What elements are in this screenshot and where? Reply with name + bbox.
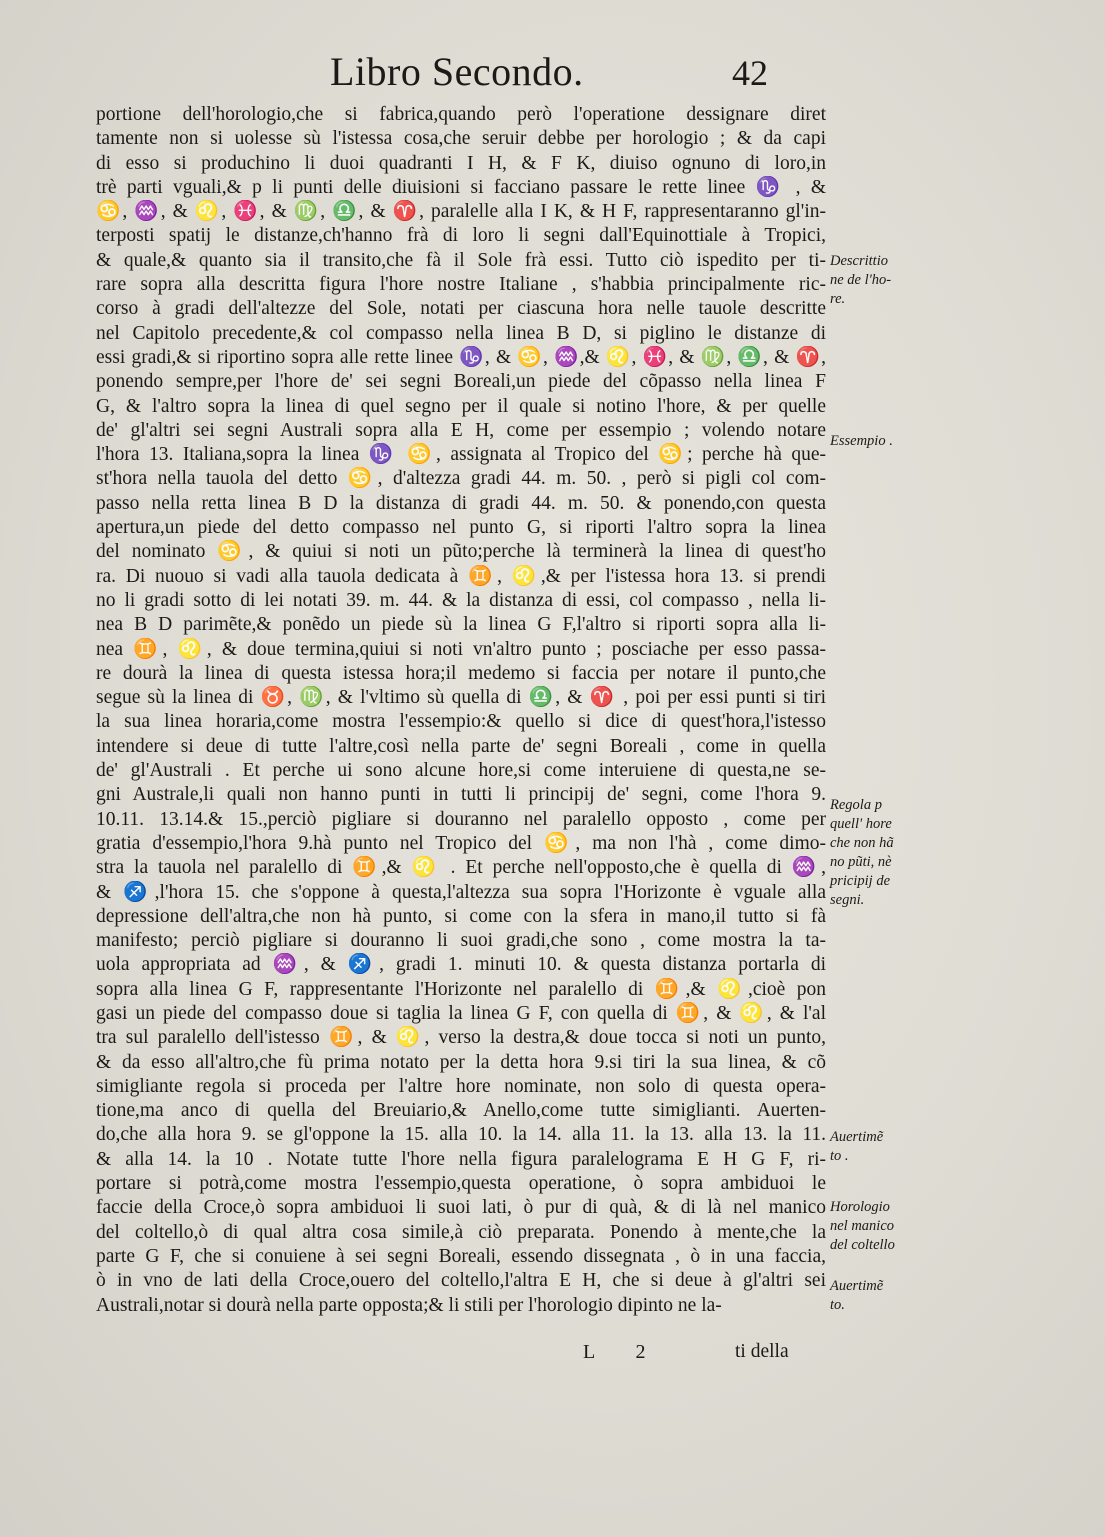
text-line: corso à gradi dell'altezze del Sole, notati per ciascuna hora nelle tauole descritte — [96, 298, 826, 320]
text-line: passo nella retta linea B D la distanza di gradi 44. m. 50. & ponendo,con questa — [96, 492, 826, 514]
text-line: simigliante regola si proceda per l'altre hore nominate, non solo di questa opera- — [96, 1075, 826, 1097]
text-line: re dourà la linea di questa istessa hora;il medemo si faccia per notare il punto,che — [96, 662, 826, 684]
margin-note-horologio: Horologio nel manico del coltello — [830, 1199, 895, 1253]
running-title: Libro Secondo. — [330, 49, 584, 94]
folio-number: 42 — [732, 53, 768, 93]
running-header — [330, 48, 790, 98]
signature-mark: L 2 — [583, 1341, 664, 1363]
text-line: st'hora nella tauola del detto ♋, d'altezza gradi 44. m. 50. , però si pigli col com- — [96, 468, 826, 490]
catchword: ti della — [735, 1341, 789, 1362]
text-line: parte G F, che si conuiene à sei segni Boreali, essendo dissegnata , ò in una faccia, — [96, 1245, 826, 1267]
margin-note-regola: Regola p quell' hore che non hã no pũti, nè pricipij de segni. — [830, 797, 894, 908]
text-line: de' gl'Australi . Et perche ui sono alcune hore,si come interuiene di questa,ne se- — [96, 760, 826, 782]
text-line: & quale,& quanto sia il transito,che fà il Sole frà essi. Tutto ciò ispedito per ti- — [96, 249, 826, 271]
text-line: tra sul paralello dell'istesso ♊, & ♌, verso la destra,& doue tocca si noti un punto, — [96, 1027, 826, 1049]
margin-note-descrittione: Descrittio ne de l'ho- re. — [830, 253, 892, 307]
text-line: portione dell'horologio,che si fabrica,quando però l'operatione dessignare diret — [96, 104, 826, 125]
text-line: terposti spatij le distanze,ch'hanno frà di loro li segni dall'Equinottiale à Tropici, — [96, 225, 826, 247]
text-line: stra la tauola nel paralello di ♊,& ♌ . Et perche nell'opposto,che è quella di ♒, — [96, 857, 826, 879]
text-line: no li gradi sotto di lei notati 39. m. 44. & la distanza di essi, col compasso , nella li- — [96, 589, 826, 611]
text-line: tione,ma anco di quella del Breuiario,& Anello,come tutte simiglianti. Auerten- — [96, 1100, 826, 1122]
text-line: l'hora 13. Italiana,sopra la linea ♑ ♋, assignata al Tropico del ♋; perche hà que- — [96, 444, 826, 466]
text-line: del coltello,ò di qual altra cosa simile,à ciò preparata. Ponendo à mente,che la — [96, 1221, 826, 1243]
text-line: gasi un piede del compasso doue si taglia la linea G F, con quella di ♊, & ♌, & l'al — [96, 1002, 826, 1024]
text-line: uola appropriata ad ♒, & ♐, gradi 1. minuti 10. & questa distanza portarla di — [96, 954, 826, 976]
main-text-block — [96, 103, 826, 1318]
text-line: intendere si deue di tutte l'altre,così nella parte de' segni Boreali , come in quella — [96, 735, 826, 757]
text-line: ra. Di nuouo si vadi alla tauola dedicata à ♊, ♌,& per l'istessa hora 13. si prendi — [96, 565, 826, 587]
text-line: & alla 14. la 10 . Notate tutte l'hore nella figura paralelograma E H G F, ri- — [96, 1148, 826, 1170]
margin-note-essempio: Essempio . — [830, 433, 893, 449]
text-line: & ♐,l'hora 15. che s'oppone à questa,l'altezza sua sopra l'Horizonte è vguale alla — [96, 881, 826, 903]
text-line: sopra alla linea G F, rappresentante l'Horizonte nel paralello di ♊,& ♌,cioè pon — [96, 978, 826, 1000]
margin-notes — [830, 0, 920, 1537]
text-line: essi gradi,& si riportino sopra alle rette linee ♑, & ♋, ♒,& ♌, ♓, & ♍, ♎, & ♈, — [96, 346, 826, 368]
text-line: rare sopra alla descritta figura l'hore nostre Italiane , s'habbia principalmente ric- — [96, 274, 826, 296]
text-line: gni Australe,li quali non hanno punti in tutti li principij de' segni, come l'hora 9. — [96, 784, 826, 806]
text-line: nea ♊, ♌, & doue termina,quiui si noti vn'altro punto ; posciache per esso passa- — [96, 638, 826, 660]
text-line: portare si potrà,come mostra l'essempio,questa operatione, ò sopra ambiduoi le — [96, 1173, 826, 1195]
text-line: ponendo sempre,per l'hore de' sei segni Boreali,un piede del cõpasso nella linea F — [96, 371, 826, 393]
margin-note-auertimento-2: Auertimẽ to. — [830, 1278, 884, 1313]
text-line: segue sù la linea di ♉, ♍, & l'vltimo sù quella di ♎, & ♈ , poi per essi punti si tiri — [96, 687, 826, 709]
margin-note-auertimento-1: Auertimẽ to . — [830, 1129, 884, 1164]
text-line: nel Capitolo precedente,& col compasso nella linea B D, si piglino le distanze di — [96, 322, 826, 344]
text-line: manifesto; perciò pigliare si douranno li suoi gradi,che sono , come mostra la ta- — [96, 930, 826, 952]
text-line: 10.11. 13.14.& 15.,perciò pigliare si douranno nel paralello opposto , come per — [96, 808, 826, 830]
text-line: di esso si produchino li duoi quadranti I H, & F K, diuiso ognuno di loro,in — [96, 152, 826, 174]
text-line: do,che alla hora 9. se gl'oppone la 15. alla 10. la 14. alla 11. la 13. alla 13. la 11. — [96, 1124, 826, 1146]
text-line: apertura,un piede del detto compasso nel punto G, si riporti l'altro sopra la linea — [96, 517, 826, 539]
text-line: trè parti vguali,& p li punti delle diuisioni si facciano passare le rette linee ♑ , & — [96, 176, 826, 198]
text-line: del nominato ♋, & quiui si noti un pũto;perche là terminerà la linea di quest'ho — [96, 541, 826, 563]
text-line: & da esso all'altro,che fù prima notato per la detta hora 9.si tiri la sua linea, & cõ — [96, 1051, 826, 1073]
text-line: nea B D parimẽte,& ponẽdo un piede sù la linea G F,l'altro si riporti sopra alla li- — [96, 614, 826, 636]
text-line: ò in vno de lati della Croce,ouero del coltello,l'altra E H, che si deue à gl'altri sei — [96, 1270, 826, 1292]
text-line: ♋, ♒, & ♌, ♓, & ♍, ♎, & ♈, paralelle alla I K, & H F, rappresentaranno gl'in- — [96, 201, 826, 223]
text-line: la sua linea horaria,come mostra l'essempio:& quello si dice di quest'hora,l'istesso — [96, 711, 826, 733]
text-line: G, & l'altro sopra la linea di quel segno per il quale si notino l'hore, & per quelle — [96, 395, 826, 417]
text-line: tamente non si uolesse sù l'istessa cosa,che seruir debbe per horologio ; & da capi — [96, 128, 826, 150]
text-line: de' gl'altri sei segni Australi sopra alla E H, come per essempio ; volendo notare — [96, 419, 826, 441]
text-line: gratia d'essempio,l'hora 9.hà punto nel Tropico del ♋, ma non l'hà , come dimo- — [96, 832, 826, 854]
text-line: faccie della Croce,ò sopra ambiduoi li suoi lati, ò pur di quà, & di là nel manico — [96, 1197, 826, 1219]
text-line: depressione dell'altra,che non hà punto, si come con la sfera in mano,il tutto si fà — [96, 905, 826, 927]
text-line: Australi,notar si dourà nella parte opposta;& li stili per l'horologio dipinto ne la- — [96, 1294, 722, 1316]
